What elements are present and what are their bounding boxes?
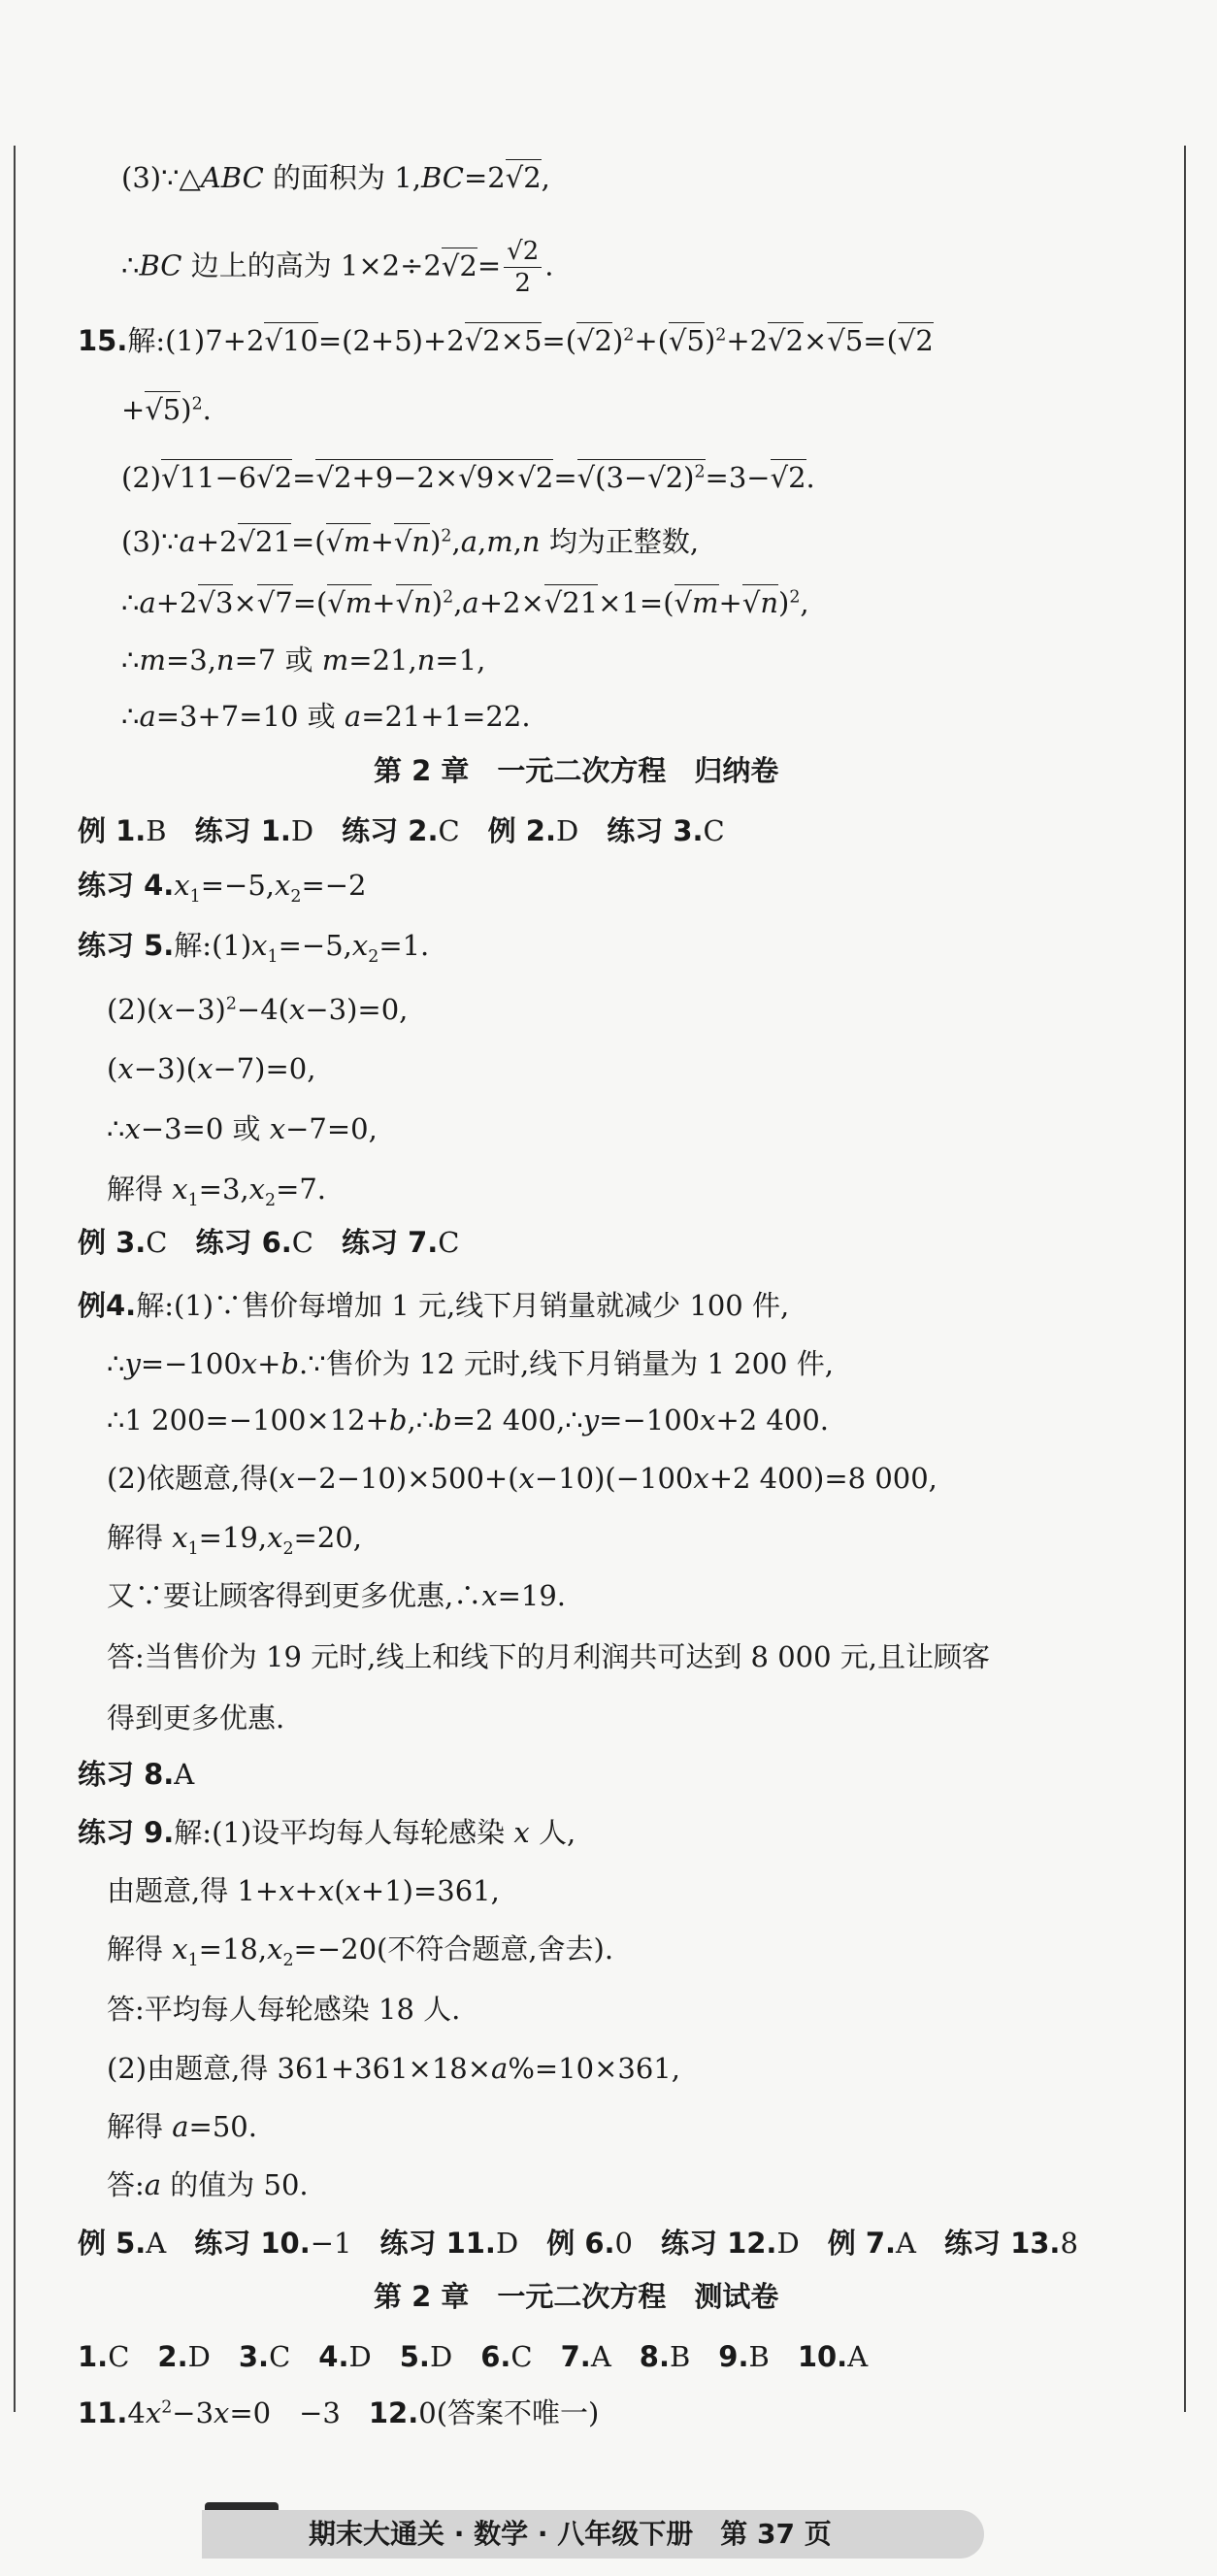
content-line: 练习 5.解$:(1)x_1=-5,x_2=1$.	[78, 929, 430, 967]
content-line: (2)依题意,得(x−2−10)×500+(x−10)(−100x+2 400)=8 000,	[107, 1462, 937, 1495]
content-line: ∴1 200=−100×12+b,∴b=2 400,∴y=−100x+2 400.	[107, 1404, 829, 1437]
content-line: $(3)\because a+2√21=(√m+√n)^2,a,m,n$ 均为正整数,	[121, 525, 700, 558]
content-line: 练习 $4.x_1=-5,x_2=-2$	[78, 869, 367, 907]
content-line: 15.解$:(1)7+2√10=(2+5)+2√2\times 5=(√2)^2+(√5)^2+2√2\times√5=(√2$	[78, 324, 934, 357]
content-line: 解得 a=50.	[107, 2110, 257, 2143]
right-margin-rule	[1184, 146, 1186, 2412]
content-line: 第 2 章 一元二次方程 归纳卷	[374, 754, 779, 787]
content-line: 例4.解:(1)∵售价每增加 1 元,线下月销量就减少 100 件,	[78, 1289, 790, 1322]
content-line: 例 5.A 练习 10.−1 练习 11.D 例 6.0 练习 12.D 例 7.A 练习 13.8	[78, 2227, 1078, 2260]
content-line: 得到更多优惠.	[107, 1701, 285, 1734]
content-line: 第 2 章 一元二次方程 测试卷	[374, 2280, 779, 2313]
page-footer: 期末大通关 · 数学 · 八年级下册 第 37 页	[202, 2510, 984, 2559]
content-line: 又∵要让顾客得到更多优惠,∴x=19.	[107, 1579, 567, 1612]
content-line: (3)∵△ABC 的面积为 1,BC=2√2,	[121, 161, 550, 194]
content-line: 练习 8.A	[78, 1758, 195, 1791]
content-line: (x−3)(x−7)=0,	[107, 1052, 316, 1085]
content-line: 由题意,得 1+x+x(x+1)=361,	[107, 1874, 500, 1907]
left-margin-rule	[14, 146, 16, 2412]
content-line: 解得 $x_1=18,x_2=-20$(不符合题意,舍去).	[107, 1932, 614, 1970]
content-line: ∴x−3=0 或 x−7=0,	[107, 1112, 378, 1145]
content-line: $(2)√11-6√2=√2+9-2\times√9\times√2=√(3-√2)^2=3-√2$.	[121, 461, 815, 494]
content-line: ∴y=−100x+b.∵售价为 12 元时,线下月销量为 1 200 件,	[107, 1347, 834, 1380]
content-line: 答:平均每人每轮感染 18 人.	[107, 1993, 461, 2026]
content-line: 答:a 的值为 50.	[107, 2168, 309, 2201]
content-line: ∴a=3+7=10 或 a=21+1=22.	[121, 700, 531, 733]
content-line: 例 1.B 练习 1.D 练习 2.C 例 2.D 练习 3.C	[78, 814, 725, 847]
content-line: 练习 9.解:(1)设平均每人每轮感染 x 人,	[78, 1816, 576, 1849]
content-line: 解得 $x_1=3,x_2=7$.	[107, 1172, 327, 1210]
content-line: +√5)$^2$.	[121, 393, 212, 426]
content-line: $(2)(x-3)^2-4(x-3)=0$,	[107, 993, 409, 1026]
content-line: ∴BC 边上的高为 1×2÷2√2= $\frac{√2}{2}$ .	[121, 237, 554, 298]
content-line: $\therefore a+2√3\times√7=(√m+√n)^2,a+2\times√21\times 1=(√m+√n)^2$,	[121, 586, 809, 619]
content-line: ∴m=3,n=7 或 m=21,n=1,	[121, 644, 486, 677]
content-line: 答:当售价为 19 元时,线上和线下的月利润共可达到 8 000 元,且让顾客	[107, 1640, 991, 1673]
content-line: 解得 $x_1=19,x_2=20$,	[107, 1521, 362, 1559]
content-line: $11.4x^2-3x=0$ −3 12.0(答案不唯一)	[78, 2396, 600, 2429]
content-line: 1.C 2.D 3.C 4.D 5.D 6.C 7.A 8.B 9.B 10.A	[78, 2340, 869, 2373]
content-line: 例 3.C 练习 6.C 练习 7.C	[78, 1226, 460, 1259]
content-line: (2)由题意,得 361+361×18×a%=10×361,	[107, 2052, 680, 2085]
